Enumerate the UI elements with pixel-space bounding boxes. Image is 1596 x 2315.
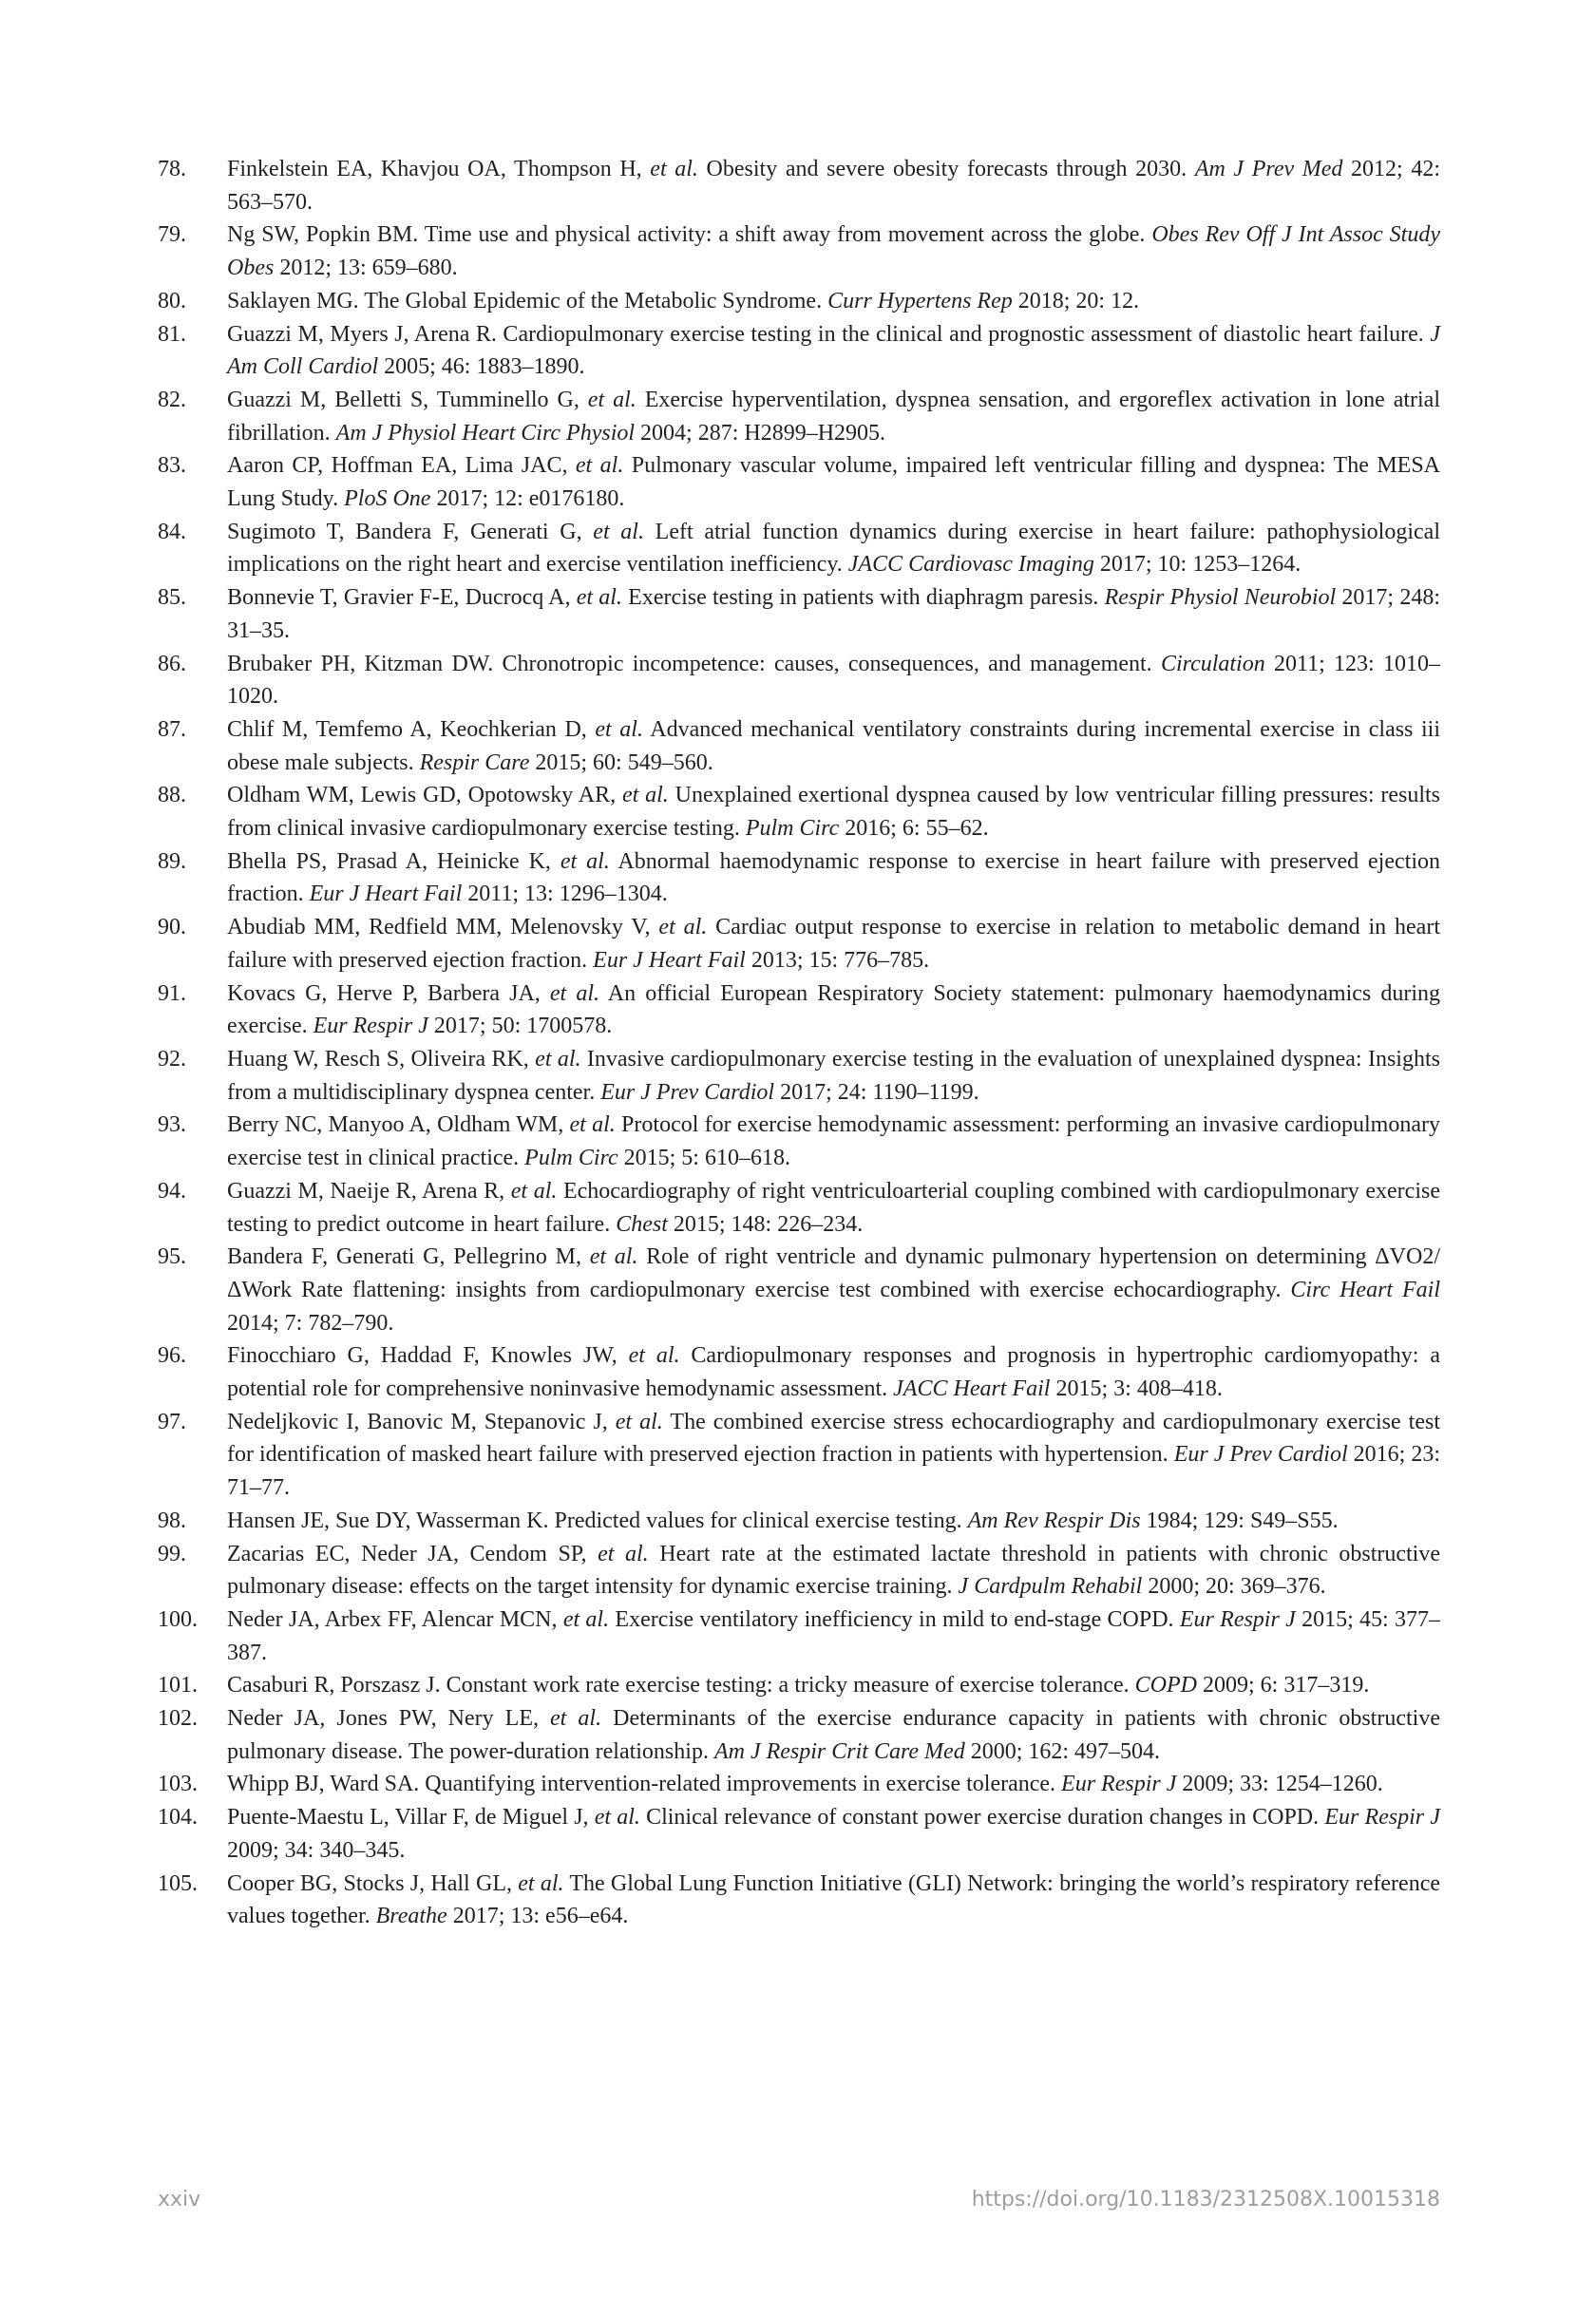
reference-citation: 2011; 123: 1010–1020.: [227, 651, 1440, 710]
reference-citation: 2018; 20: 12.: [1012, 288, 1140, 313]
reference-journal: COPD: [1134, 1673, 1198, 1698]
reference-title: Unexplained exertional dyspnea caused by low ventricular filling pressures: results from clinical invasive cardiopulmonary exercise testing.: [227, 783, 1440, 842]
reference-number: 86.: [158, 651, 186, 676]
reference-item: [158, 1339, 1440, 1405]
reference-title: The combined exercise stress echocardiography and cardiopulmonary exercise test for identification of masked heart failure with preserved ejection fraction in patients with hypertension.: [227, 1409, 1440, 1468]
reference-journal: Obes Rev Off J Int Assoc Study Obes: [227, 222, 1440, 281]
reference-authors-title: Bonnevie T, Gravier F-E, Ducrocq A,: [227, 585, 577, 611]
reference-et-al: et al.: [615, 1409, 663, 1434]
reference-authors-title: Brubaker PH, Kitzman DW. Chronotropic incompetence: causes, consequences, and management.: [227, 651, 1161, 676]
reference-et-al: et al.: [628, 1343, 680, 1369]
reference-item: [158, 1702, 1440, 1768]
reference-citation: 2017; 10: 1253–1264.: [1093, 552, 1302, 578]
reference-journal: Pulm Circ: [745, 816, 840, 842]
reference-title: An official European Respiratory Society statement: pulmonary haemodynamics during exercise.: [227, 980, 1441, 1039]
reference-title: Exercise testing in patients with diaphragm paresis.: [621, 585, 1105, 611]
reference-number: 96.: [158, 1343, 186, 1369]
reference-journal: Eur J Heart Fail: [593, 947, 746, 973]
reference-authors-title: Kovacs G, Herve P, Barbera JA,: [227, 980, 550, 1006]
reference-number: 92.: [158, 1046, 186, 1072]
reference-number: 89.: [158, 848, 186, 874]
reference-number: 103.: [158, 1772, 198, 1797]
reference-item: [158, 779, 1440, 844]
reference-title: The Global Lung Function Initiative (GLI) Network: bringing the world’s respiratory reference values together.: [227, 1870, 1440, 1929]
reference-authors-title: Oldham WM, Lewis GD, Opotowsky AR,: [227, 783, 622, 808]
reference-text: [227, 1538, 1440, 1603]
reference-number: 79.: [158, 222, 186, 248]
reference-journal: Eur J Heart Fail: [309, 882, 463, 907]
reference-journal: J Cardpulm Rehabil: [958, 1574, 1143, 1600]
reference-number: 91.: [158, 980, 186, 1006]
reference-number: 102.: [158, 1706, 198, 1732]
reference-authors-title: Aaron CP, Hoffman EA, Lima JAC,: [227, 453, 576, 479]
reference-text: [227, 449, 1440, 515]
reference-authors-title: Chlif M, Temfemo A, Keochkerian D,: [227, 716, 596, 742]
reference-journal: Breathe: [375, 1904, 447, 1929]
reference-item: [158, 1669, 1440, 1702]
reference-title: Exercise ventilatory inefficiency in mild to end-stage COPD.: [609, 1606, 1180, 1632]
reference-title: Abnormal haemodynamic response to exercise in heart failure with preserved ejection fraction.: [227, 848, 1440, 907]
reference-number: 101.: [158, 1673, 198, 1698]
reference-item: [158, 1868, 1440, 1933]
reference-journal: Circulation: [1160, 651, 1265, 676]
reference-item: [158, 153, 1440, 218]
reference-number: 84.: [158, 519, 186, 544]
reference-citation: 2014; 7: 782–790.: [227, 1310, 394, 1336]
reference-text: [227, 1406, 1440, 1505]
reference-text: [227, 384, 1440, 449]
reference-et-al: et al.: [575, 453, 624, 479]
reference-authors-title: Whipp BJ, Ward SA. Quantifying intervention-related improvements in exercise tolerance.: [227, 1772, 1062, 1797]
reference-et-al: et al.: [510, 1178, 558, 1204]
reference-text: [227, 218, 1440, 284]
reference-item: [158, 1768, 1440, 1801]
reference-citation: 2016; 23: 71–77.: [227, 1442, 1441, 1501]
reference-journal: Circ Heart Fail: [1290, 1277, 1441, 1302]
reference-item: [158, 1505, 1440, 1538]
page-number: xxiv: [158, 2188, 201, 2211]
reference-item: [158, 1406, 1440, 1505]
reference-journal: Eur Respir J: [1324, 1805, 1440, 1831]
reference-title: Echocardiography of right ventriculoarterial coupling combined with cardiopulmonary exercise testing to predict outcome in heart failure.: [227, 1178, 1440, 1237]
reference-number: 99.: [158, 1541, 186, 1566]
reference-title: Advanced mechanical ventilatory constraints during incremental exercise in class iii obese male subjects.: [227, 716, 1440, 775]
reference-authors-title: Bandera F, Generati G, Pellegrino M,: [227, 1244, 590, 1270]
reference-citation: 2009; 6: 317–319.: [1197, 1673, 1370, 1698]
reference-item: [158, 516, 1440, 581]
reference-number: 94.: [158, 1178, 186, 1204]
reference-et-al: et al.: [535, 1046, 581, 1072]
reference-authors-title: Zacarias EC, Neder JA, Cendom SP,: [227, 1541, 598, 1566]
reference-title: Protocol for exercise hemodynamic assessment: performing an invasive cardiopulmonary exercise test in clinical practice.: [227, 1112, 1440, 1171]
reference-title: Clinical relevance of constant power exercise duration changes in COPD.: [639, 1805, 1325, 1831]
reference-citation: 2000; 162: 497–504.: [964, 1738, 1161, 1764]
reference-item: [158, 713, 1440, 779]
reference-authors-title: Casaburi R, Porszasz J. Constant work rate exercise testing: a tricky measure of exercise tolerance.: [227, 1673, 1135, 1698]
reference-number: 87.: [158, 716, 186, 742]
reference-authors-title: Huang W, Resch S, Oliveira RK,: [227, 1046, 536, 1072]
reference-journal: PloS One: [344, 486, 431, 512]
reference-item: [158, 648, 1440, 713]
reference-et-al: et al.: [589, 1244, 638, 1270]
reference-text: [227, 713, 1440, 779]
reference-item: [158, 581, 1440, 647]
reference-et-al: et al.: [562, 1606, 610, 1632]
reference-authors-title: Cooper BG, Stocks J, Hall GL,: [227, 1870, 519, 1896]
reference-citation: 2015; 60: 549–560.: [529, 750, 713, 775]
reference-text: [227, 1702, 1440, 1768]
reference-citation: 2015; 45: 377–387.: [227, 1606, 1440, 1665]
reference-journal: Am Rev Respir Dis: [967, 1508, 1141, 1533]
reference-journal: JACC Cardiovasc Imaging: [847, 552, 1094, 578]
reference-item: [158, 911, 1440, 977]
reference-et-al: et al.: [658, 915, 708, 940]
reference-citation: 2017; 248: 31–35.: [227, 585, 1440, 643]
reference-et-al: et al.: [560, 848, 610, 874]
reference-number: 105.: [158, 1870, 198, 1896]
reference-citation: 2016; 6: 55–62.: [839, 816, 989, 842]
reference-text: [227, 779, 1440, 844]
reference-number: 81.: [158, 321, 186, 347]
reference-citation: 2009; 33: 1254–1260.: [1176, 1772, 1383, 1797]
reference-text: [227, 581, 1440, 647]
reference-title: Obesity and severe obesity forecasts through 2030.: [697, 157, 1195, 181]
reference-journal: JACC Heart Fail: [893, 1376, 1051, 1402]
reference-citation: 2017; 24: 1190–1199.: [774, 1079, 979, 1105]
reference-text: [227, 285, 1440, 318]
reference-et-al: et al.: [550, 1706, 602, 1732]
reference-journal: Eur Respir J: [313, 1014, 428, 1039]
reference-text: [227, 1603, 1440, 1669]
reference-authors-title: Finocchiaro G, Haddad F, Knowles JW,: [227, 1343, 629, 1369]
reference-authors-title: Puente-Maestu L, Villar F, de Miguel J,: [227, 1805, 595, 1831]
reference-journal: Curr Hypertens Rep: [827, 288, 1013, 313]
reference-journal: Eur Respir J: [1061, 1772, 1177, 1797]
reference-et-al: et al.: [594, 1805, 640, 1831]
reference-item: [158, 218, 1440, 284]
reference-et-al: et al.: [549, 980, 600, 1006]
reference-number: 90.: [158, 915, 186, 940]
reference-item: [158, 449, 1440, 515]
reference-journal: Respir Care: [419, 750, 530, 775]
reference-citation: 2005; 46: 1883–1890.: [378, 354, 585, 380]
reference-authors-title: Guazzi M, Myers J, Arena R. Cardiopulmonary exercise testing in the clinical and prognostic assessment of diastolic heart failure.: [227, 321, 1431, 347]
reference-item: [158, 977, 1440, 1043]
reference-citation: 1984; 129: S49–S55.: [1140, 1508, 1339, 1533]
reference-et-al: et al.: [650, 157, 698, 181]
doi-link[interactable]: https://doi.org/10.1183/2312508X.10015318: [971, 2188, 1440, 2211]
reference-journal: Chest: [616, 1211, 668, 1237]
reference-item: [158, 845, 1440, 911]
reference-text: [227, 1109, 1440, 1174]
reference-authors-title: Saklayen MG. The Global Epidemic of the Metabolic Syndrome.: [227, 288, 828, 313]
reference-citation: 2000; 20: 369–376.: [1142, 1574, 1326, 1600]
reference-authors-title: Hansen JE, Sue DY, Wasserman K. Predicted values for clinical exercise testing.: [227, 1508, 968, 1533]
reference-number: 95.: [158, 1244, 186, 1270]
reference-item: [158, 1241, 1440, 1339]
reference-et-al: et al.: [587, 387, 636, 412]
reference-authors-title: Guazzi M, Belletti S, Tumminello G,: [227, 387, 588, 412]
reference-item: [158, 1175, 1440, 1241]
reference-citation: 2013; 15: 776–785.: [745, 947, 930, 973]
reference-item: [158, 1538, 1440, 1603]
reference-et-al: et al.: [621, 783, 669, 808]
reference-authors-title: Sugimoto T, Bandera F, Generati G,: [227, 519, 594, 544]
reference-item: [158, 1603, 1440, 1669]
reference-citation: 2009; 34: 340–345.: [227, 1837, 406, 1863]
reference-citation: 2012; 13: 659–680.: [274, 256, 458, 281]
reference-et-al: et al.: [518, 1870, 564, 1896]
reference-citation: 2015; 3: 408–418.: [1050, 1376, 1223, 1402]
reference-et-al: et al.: [593, 519, 644, 544]
reference-journal: Am J Respir Crit Care Med: [713, 1738, 965, 1764]
reference-item: [158, 285, 1440, 318]
reference-title: Left atrial function dynamics during exercise in heart failure: pathophysiological implications on the right heart and exercise ventilation inefficiency.: [227, 519, 1440, 578]
reference-citation: 2004; 287: H2899–H2905.: [635, 420, 886, 446]
reference-journal: Eur J Prev Cardiol: [600, 1079, 775, 1105]
reference-citation: 2017; 50: 1700578.: [428, 1014, 613, 1039]
reference-number: 82.: [158, 387, 186, 412]
reference-title: Cardiac output response to exercise in relation to metabolic demand in heart failure with preserved ejection fraction.: [227, 915, 1440, 973]
reference-authors-title: Abudiab MM, Redfield MM, Melenovsky V,: [227, 915, 659, 940]
reference-citation: 2017; 13: e56–e64.: [446, 1904, 629, 1929]
reference-number: 104.: [158, 1805, 198, 1831]
reference-item: [158, 1043, 1440, 1109]
reference-title: Cardiopulmonary responses and prognosis in hypertrophic cardiomyopathy: a potential role for comprehensive noninvasive hemodynamic assessment.: [227, 1343, 1440, 1402]
page-footer: [158, 2188, 1440, 2211]
reference-text: [227, 1175, 1440, 1241]
reference-item: [158, 318, 1440, 384]
reference-journal: Eur Respir J: [1179, 1606, 1296, 1632]
reference-text: [227, 845, 1440, 911]
reference-journal: Pulm Circ: [524, 1146, 618, 1171]
reference-list: [158, 153, 1440, 1933]
reference-number: 85.: [158, 585, 186, 611]
reference-authors-title: Nedeljkovic I, Banovic M, Stepanovic J,: [227, 1409, 616, 1434]
reference-item: [158, 1801, 1440, 1867]
reference-number: 100.: [158, 1606, 198, 1632]
reference-text: [227, 516, 1440, 581]
reference-text: [227, 318, 1440, 384]
reference-authors-title: Berry NC, Manyoo A, Oldham WM,: [227, 1112, 570, 1138]
reference-title: Invasive cardiopulmonary exercise testing in the evaluation of unexplained dyspnea: Insights from a multidisciplinary dyspnea center.: [227, 1046, 1440, 1105]
reference-authors-title: Bhella PS, Prasad A, Heinicke K,: [227, 848, 560, 874]
reference-number: 88.: [158, 783, 186, 808]
reference-title: Pulmonary vascular volume, impaired left ventricular filling and dyspnea: The MESA Lung Study.: [227, 453, 1441, 512]
reference-citation: 2015; 148: 226–234.: [667, 1211, 864, 1237]
reference-number: 98.: [158, 1508, 186, 1533]
reference-citation: 2015; 5: 610–618.: [618, 1146, 790, 1171]
reference-number: 97.: [158, 1409, 186, 1434]
reference-text: [227, 1768, 1440, 1801]
reference-et-al: et al.: [576, 585, 622, 611]
reference-text: [227, 153, 1440, 218]
reference-authors-title: Guazzi M, Naeije R, Arena R,: [227, 1178, 511, 1204]
reference-text: [227, 911, 1440, 977]
reference-text: [227, 648, 1440, 713]
reference-et-al: et al.: [595, 716, 643, 742]
reference-journal: Am J Prev Med: [1194, 157, 1343, 181]
reference-journal: Am J Physiol Heart Circ Physiol: [335, 420, 636, 446]
reference-text: [227, 1669, 1440, 1702]
reference-title: Determinants of the exercise endurance capacity in patients with chronic obstructive pulmonary disease. The power-duration relationship.: [227, 1706, 1440, 1764]
reference-journal: J Am Coll Cardiol: [227, 321, 1440, 380]
reference-citation: 2011; 13: 1296–1304.: [462, 882, 668, 907]
reference-et-al: et al.: [598, 1541, 649, 1566]
reference-et-al: et al.: [569, 1112, 616, 1138]
reference-number: 93.: [158, 1112, 186, 1138]
reference-text: [227, 1868, 1440, 1933]
reference-authors-title: Finkelstein EA, Khavjou OA, Thompson H,: [227, 157, 651, 181]
reference-item: [158, 384, 1440, 449]
reference-authors-title: Neder JA, Arbex FF, Alencar MCN,: [227, 1606, 563, 1632]
reference-text: [227, 1043, 1440, 1109]
reference-number: 78.: [158, 157, 186, 181]
reference-number: 80.: [158, 288, 186, 313]
reference-text: [227, 1505, 1440, 1538]
reference-title: Exercise hyperventilation, dyspnea sensation, and ergoreflex activation in lone atrial fibrillation.: [227, 387, 1440, 446]
reference-text: [227, 1241, 1440, 1339]
reference-authors-title: Ng SW, Popkin BM. Time use and physical activity: a shift away from movement across the globe.: [227, 222, 1152, 248]
reference-journal: Eur J Prev Cardiol: [1173, 1442, 1348, 1468]
reference-citation: 2012; 42: 563–570.: [227, 157, 1440, 215]
reference-authors-title: Neder JA, Jones PW, Nery LE,: [227, 1706, 551, 1732]
reference-journal: Respir Physiol Neurobiol: [1104, 585, 1337, 611]
reference-item: [158, 1109, 1440, 1174]
reference-title: Role of right ventricle and dynamic pulmonary hypertension on determining ΔVO2/ΔWork Rate flattening: insights from cardiopulmonary exercise test combined with exercise echocardiography.: [227, 1244, 1440, 1302]
reference-text: [227, 1339, 1440, 1405]
reference-text: [227, 977, 1440, 1043]
reference-number: 83.: [158, 453, 186, 479]
reference-title: Heart rate at the estimated lactate threshold in patients with chronic obstructive pulmonary disease: effects on the target intensity for dynamic exercise training.: [227, 1541, 1440, 1600]
reference-text: [227, 1801, 1440, 1867]
reference-citation: 2017; 12: e0176180.: [430, 486, 625, 512]
